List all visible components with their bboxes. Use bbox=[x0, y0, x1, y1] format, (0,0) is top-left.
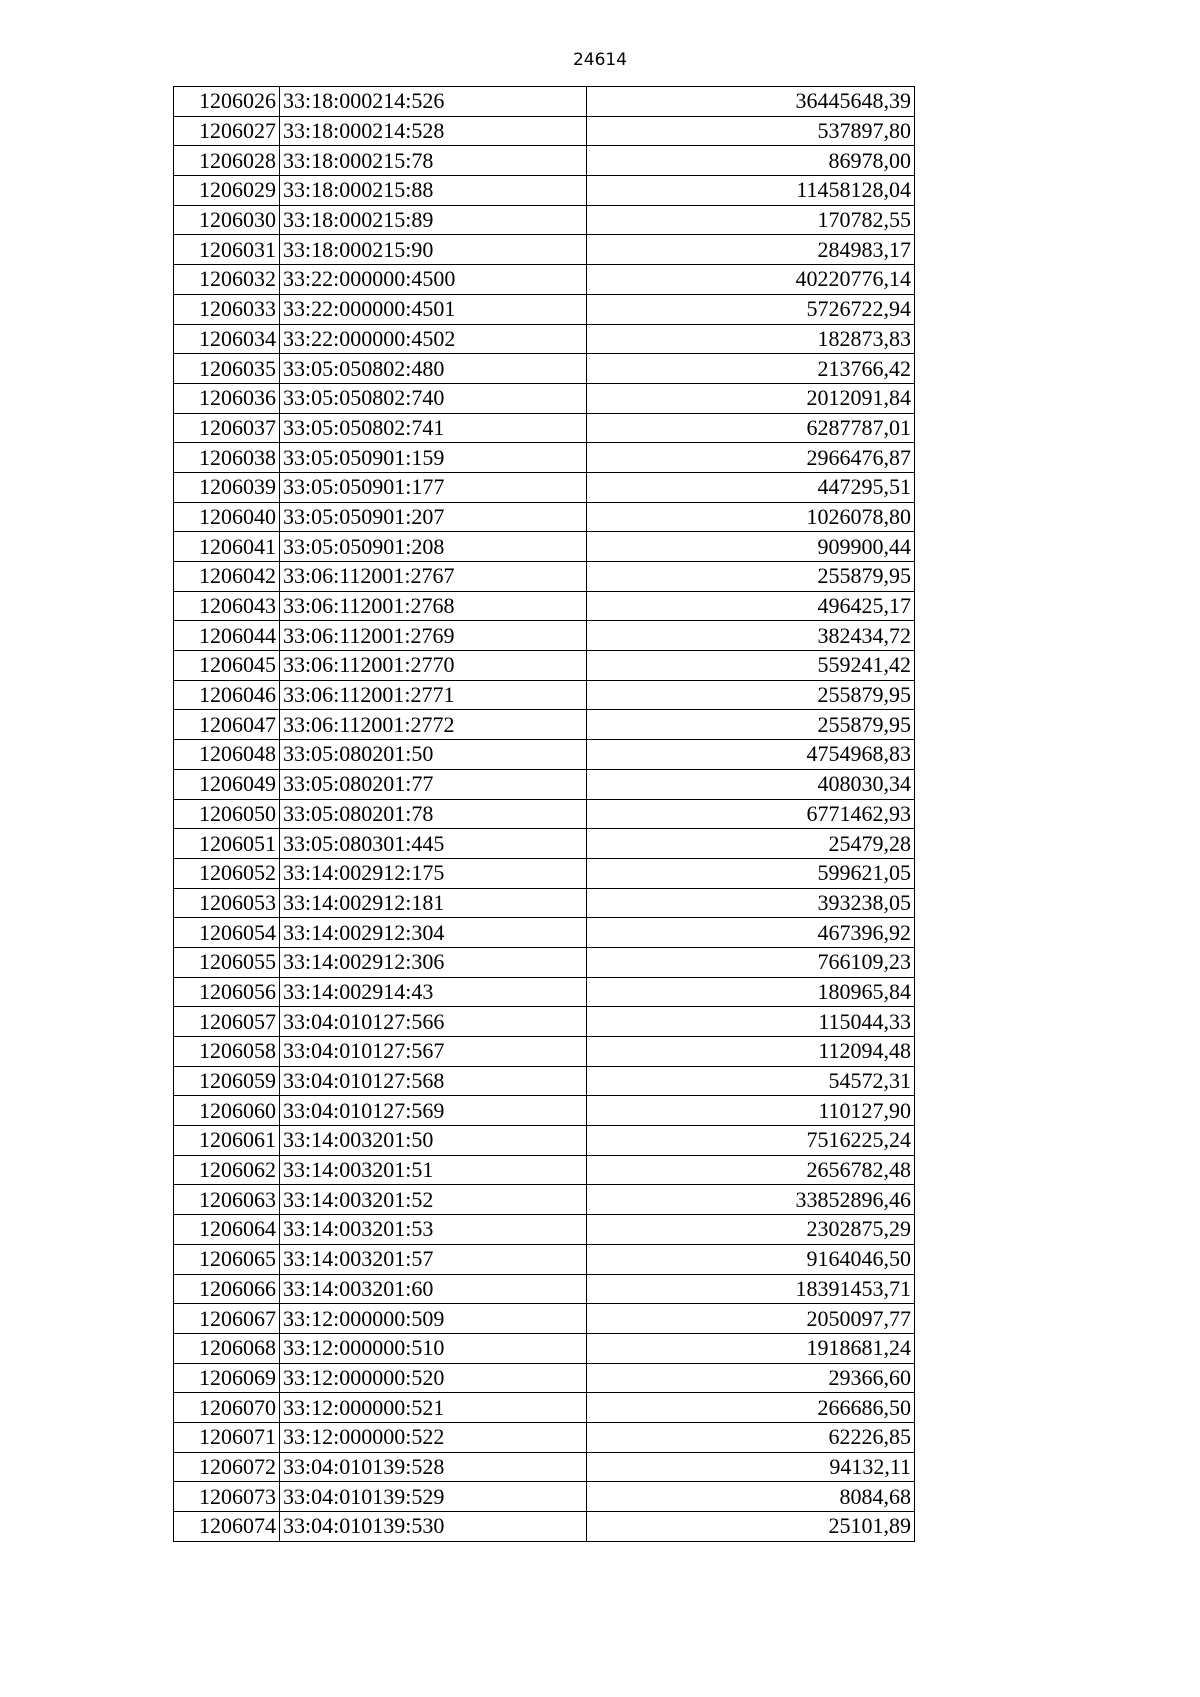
cadastral-number-cell: 33:06:112001:2770 bbox=[280, 651, 587, 681]
cadastral-value-cell: 5726722,94 bbox=[587, 294, 915, 324]
table-row bbox=[174, 858, 915, 888]
row-id-cell: 1206055 bbox=[174, 947, 280, 977]
cadastral-value-cell: 255879,95 bbox=[587, 562, 915, 592]
cadastral-number-cell: 33:05:080201:78 bbox=[280, 799, 587, 829]
row-id-cell: 1206073 bbox=[174, 1482, 280, 1512]
table-row bbox=[174, 621, 915, 651]
cadastral-number-cell: 33:14:002912:181 bbox=[280, 888, 587, 918]
cadastral-value-cell: 6287787,01 bbox=[587, 413, 915, 443]
cadastral-number-cell: 33:14:002914:43 bbox=[280, 977, 587, 1007]
cadastral-value-cell: 393238,05 bbox=[587, 888, 915, 918]
table-row bbox=[174, 1452, 915, 1482]
cadastral-value-cell: 1918681,24 bbox=[587, 1333, 915, 1363]
table-row bbox=[174, 1155, 915, 1185]
cadastral-value-cell: 25101,89 bbox=[587, 1512, 915, 1542]
row-id-cell: 1206049 bbox=[174, 769, 280, 799]
cadastral-number-cell: 33:05:080201:77 bbox=[280, 769, 587, 799]
row-id-cell: 1206042 bbox=[174, 562, 280, 592]
row-id-cell: 1206068 bbox=[174, 1333, 280, 1363]
table-row bbox=[174, 324, 915, 354]
row-id-cell: 1206070 bbox=[174, 1393, 280, 1423]
cadastral-value-cell: 1026078,80 bbox=[587, 502, 915, 532]
cadastral-number-cell: 33:05:050802:741 bbox=[280, 413, 587, 443]
cadastral-number-cell: 33:05:080201:50 bbox=[280, 740, 587, 770]
table-row bbox=[174, 918, 915, 948]
row-id-cell: 1206056 bbox=[174, 977, 280, 1007]
cadastral-number-cell: 33:05:050802:740 bbox=[280, 383, 587, 413]
cadastral-value-cell: 40220776,14 bbox=[587, 265, 915, 295]
cadastral-number-cell: 33:04:010139:529 bbox=[280, 1482, 587, 1512]
cadastral-value-cell: 2966476,87 bbox=[587, 443, 915, 473]
cadastral-number-cell: 33:18:000215:88 bbox=[280, 176, 587, 206]
cadastral-value-cell: 447295,51 bbox=[587, 472, 915, 502]
row-id-cell: 1206064 bbox=[174, 1215, 280, 1245]
cadastral-value-cell: 54572,31 bbox=[587, 1066, 915, 1096]
table-row bbox=[174, 116, 915, 146]
row-id-cell: 1206066 bbox=[174, 1274, 280, 1304]
row-id-cell: 1206034 bbox=[174, 324, 280, 354]
table-row bbox=[174, 1066, 915, 1096]
row-id-cell: 1206027 bbox=[174, 116, 280, 146]
table-row bbox=[174, 176, 915, 206]
cadastral-value-cell: 266686,50 bbox=[587, 1393, 915, 1423]
table-row bbox=[174, 591, 915, 621]
table-row bbox=[174, 235, 915, 265]
row-id-cell: 1206046 bbox=[174, 680, 280, 710]
cadastral-number-cell: 33:22:000000:4502 bbox=[280, 324, 587, 354]
cadastral-value-cell: 2050097,77 bbox=[587, 1304, 915, 1334]
table-row bbox=[174, 1422, 915, 1452]
cadastral-value-cell: 909900,44 bbox=[587, 532, 915, 562]
cadastral-number-cell: 33:14:003201:57 bbox=[280, 1244, 587, 1274]
row-id-cell: 1206063 bbox=[174, 1185, 280, 1215]
cadastral-number-cell: 33:05:050802:480 bbox=[280, 354, 587, 384]
cadastral-number-cell: 33:14:003201:50 bbox=[280, 1126, 587, 1156]
row-id-cell: 1206047 bbox=[174, 710, 280, 740]
table-row bbox=[174, 1304, 915, 1334]
row-id-cell: 1206069 bbox=[174, 1363, 280, 1393]
table-row bbox=[174, 651, 915, 681]
cadastral-number-cell: 33:14:003201:60 bbox=[280, 1274, 587, 1304]
row-id-cell: 1206050 bbox=[174, 799, 280, 829]
table-row bbox=[174, 532, 915, 562]
table-row bbox=[174, 680, 915, 710]
cadastral-number-cell: 33:18:000214:528 bbox=[280, 116, 587, 146]
table-row bbox=[174, 947, 915, 977]
row-id-cell: 1206040 bbox=[174, 502, 280, 532]
row-id-cell: 1206052 bbox=[174, 858, 280, 888]
table-row bbox=[174, 1007, 915, 1037]
row-id-cell: 1206059 bbox=[174, 1066, 280, 1096]
table-row bbox=[174, 502, 915, 532]
row-id-cell: 1206057 bbox=[174, 1007, 280, 1037]
cadastral-number-cell: 33:05:050901:177 bbox=[280, 472, 587, 502]
table-row bbox=[174, 710, 915, 740]
cadastral-number-cell: 33:14:002912:306 bbox=[280, 947, 587, 977]
cadastral-value-cell: 559241,42 bbox=[587, 651, 915, 681]
table-row bbox=[174, 472, 915, 502]
cadastral-value-cell: 2656782,48 bbox=[587, 1155, 915, 1185]
cadastral-number-cell: 33:14:003201:51 bbox=[280, 1155, 587, 1185]
row-id-cell: 1206058 bbox=[174, 1037, 280, 1067]
row-id-cell: 1206048 bbox=[174, 740, 280, 770]
cadastral-value-cell: 62226,85 bbox=[587, 1422, 915, 1452]
row-id-cell: 1206035 bbox=[174, 354, 280, 384]
cadastral-number-cell: 33:04:010127:567 bbox=[280, 1037, 587, 1067]
cadastral-number-cell: 33:06:112001:2771 bbox=[280, 680, 587, 710]
cadastral-number-cell: 33:05:050901:208 bbox=[280, 532, 587, 562]
row-id-cell: 1206062 bbox=[174, 1155, 280, 1185]
cadastral-number-cell: 33:05:080301:445 bbox=[280, 829, 587, 859]
table-body bbox=[174, 87, 915, 1542]
row-id-cell: 1206026 bbox=[174, 87, 280, 117]
cadastral-value-cell: 18391453,71 bbox=[587, 1274, 915, 1304]
row-id-cell: 1206072 bbox=[174, 1452, 280, 1482]
row-id-cell: 1206067 bbox=[174, 1304, 280, 1334]
row-id-cell: 1206033 bbox=[174, 294, 280, 324]
cadastral-value-cell: 7516225,24 bbox=[587, 1126, 915, 1156]
row-id-cell: 1206051 bbox=[174, 829, 280, 859]
cadastral-number-cell: 33:12:000000:520 bbox=[280, 1363, 587, 1393]
cadastral-value-cell: 4754968,83 bbox=[587, 740, 915, 770]
cadastral-number-cell: 33:22:000000:4500 bbox=[280, 265, 587, 295]
cadastral-number-cell: 33:04:010127:566 bbox=[280, 1007, 587, 1037]
row-id-cell: 1206037 bbox=[174, 413, 280, 443]
table-row bbox=[174, 383, 915, 413]
table-row bbox=[174, 1333, 915, 1363]
cadastral-number-cell: 33:18:000215:89 bbox=[280, 205, 587, 235]
cadastral-value-cell: 170782,55 bbox=[587, 205, 915, 235]
row-id-cell: 1206043 bbox=[174, 591, 280, 621]
table-row bbox=[174, 1215, 915, 1245]
cadastral-value-cell: 9164046,50 bbox=[587, 1244, 915, 1274]
row-id-cell: 1206053 bbox=[174, 888, 280, 918]
table-row bbox=[174, 1185, 915, 1215]
cadastral-value-cell: 94132,11 bbox=[587, 1452, 915, 1482]
table-row bbox=[174, 1363, 915, 1393]
table-row bbox=[174, 888, 915, 918]
cadastral-value-cell: 766109,23 bbox=[587, 947, 915, 977]
cadastral-number-cell: 33:04:010127:569 bbox=[280, 1096, 587, 1126]
row-id-cell: 1206061 bbox=[174, 1126, 280, 1156]
row-id-cell: 1206039 bbox=[174, 472, 280, 502]
table-row bbox=[174, 799, 915, 829]
cadastral-value-cell: 29366,60 bbox=[587, 1363, 915, 1393]
row-id-cell: 1206060 bbox=[174, 1096, 280, 1126]
cadastral-value-cell: 213766,42 bbox=[587, 354, 915, 384]
cadastral-number-cell: 33:12:000000:521 bbox=[280, 1393, 587, 1423]
row-id-cell: 1206065 bbox=[174, 1244, 280, 1274]
table-row bbox=[174, 1274, 915, 1304]
cadastral-number-cell: 33:04:010127:568 bbox=[280, 1066, 587, 1096]
cadastral-value-cell: 537897,80 bbox=[587, 116, 915, 146]
table-row bbox=[174, 354, 915, 384]
cadastral-number-cell: 33:06:112001:2772 bbox=[280, 710, 587, 740]
cadastral-value-cell: 255879,95 bbox=[587, 680, 915, 710]
table-row bbox=[174, 265, 915, 295]
table-row bbox=[174, 1126, 915, 1156]
cadastral-number-cell: 33:05:050901:159 bbox=[280, 443, 587, 473]
cadastral-value-cell: 115044,33 bbox=[587, 1007, 915, 1037]
cadastral-value-cell: 8084,68 bbox=[587, 1482, 915, 1512]
cadastral-number-cell: 33:04:010139:528 bbox=[280, 1452, 587, 1482]
row-id-cell: 1206028 bbox=[174, 146, 280, 176]
table-row bbox=[174, 740, 915, 770]
cadastral-number-cell: 33:14:003201:52 bbox=[280, 1185, 587, 1215]
table-row bbox=[174, 1393, 915, 1423]
row-id-cell: 1206041 bbox=[174, 532, 280, 562]
table-row bbox=[174, 829, 915, 859]
row-id-cell: 1206036 bbox=[174, 383, 280, 413]
cadastral-value-cell: 112094,48 bbox=[587, 1037, 915, 1067]
row-id-cell: 1206045 bbox=[174, 651, 280, 681]
row-id-cell: 1206030 bbox=[174, 205, 280, 235]
table-row bbox=[174, 562, 915, 592]
page-number: 24614 bbox=[572, 50, 628, 70]
cadastral-number-cell: 33:14:003201:53 bbox=[280, 1215, 587, 1245]
cadastral-number-cell: 33:22:000000:4501 bbox=[280, 294, 587, 324]
row-id-cell: 1206031 bbox=[174, 235, 280, 265]
cadastral-number-cell: 33:06:112001:2768 bbox=[280, 591, 587, 621]
table-row bbox=[174, 294, 915, 324]
cadastral-value-cell: 2012091,84 bbox=[587, 383, 915, 413]
cadastral-value-cell: 110127,90 bbox=[587, 1096, 915, 1126]
cadastral-number-cell: 33:18:000215:90 bbox=[280, 235, 587, 265]
cadastral-number-cell: 33:12:000000:509 bbox=[280, 1304, 587, 1334]
cadastral-value-cell: 2302875,29 bbox=[587, 1215, 915, 1245]
table-row bbox=[174, 443, 915, 473]
table-row bbox=[174, 413, 915, 443]
cadastral-number-cell: 33:14:002912:304 bbox=[280, 918, 587, 948]
cadastral-number-cell: 33:14:002912:175 bbox=[280, 858, 587, 888]
row-id-cell: 1206032 bbox=[174, 265, 280, 295]
cadastral-number-cell: 33:04:010139:530 bbox=[280, 1512, 587, 1542]
row-id-cell: 1206074 bbox=[174, 1512, 280, 1542]
cadastral-value-cell: 25479,28 bbox=[587, 829, 915, 859]
cadastral-value-cell: 467396,92 bbox=[587, 918, 915, 948]
cadastral-value-cell: 284983,17 bbox=[587, 235, 915, 265]
cadastral-value-cell: 182873,83 bbox=[587, 324, 915, 354]
row-id-cell: 1206071 bbox=[174, 1422, 280, 1452]
cadastral-value-cell: 255879,95 bbox=[587, 710, 915, 740]
table-row bbox=[174, 1482, 915, 1512]
table-row bbox=[174, 1037, 915, 1067]
row-id-cell: 1206038 bbox=[174, 443, 280, 473]
row-id-cell: 1206044 bbox=[174, 621, 280, 651]
cadastral-number-cell: 33:12:000000:522 bbox=[280, 1422, 587, 1452]
table-row bbox=[174, 769, 915, 799]
cadastral-value-cell: 496425,17 bbox=[587, 591, 915, 621]
table-row bbox=[174, 146, 915, 176]
table-row bbox=[174, 1244, 915, 1274]
cadastral-value-cell: 86978,00 bbox=[587, 146, 915, 176]
cadastral-value-cell: 33852896,46 bbox=[587, 1185, 915, 1215]
cadastral-number-cell: 33:18:000215:78 bbox=[280, 146, 587, 176]
cadastral-value-cell: 599621,05 bbox=[587, 858, 915, 888]
table-row bbox=[174, 1512, 915, 1542]
cadastral-value-cell: 180965,84 bbox=[587, 977, 915, 1007]
cadastral-value-cell: 382434,72 bbox=[587, 621, 915, 651]
cadastral-number-cell: 33:12:000000:510 bbox=[280, 1333, 587, 1363]
cadastral-number-cell: 33:18:000214:526 bbox=[280, 87, 587, 117]
cadastral-number-cell: 33:06:112001:2769 bbox=[280, 621, 587, 651]
table-row bbox=[174, 977, 915, 1007]
cadastral-value-cell: 408030,34 bbox=[587, 769, 915, 799]
table-row bbox=[174, 87, 915, 117]
cadastral-value-cell: 6771462,93 bbox=[587, 799, 915, 829]
cadastral-value-cell: 11458128,04 bbox=[587, 176, 915, 206]
cadastral-value-cell: 36445648,39 bbox=[587, 87, 915, 117]
table-row bbox=[174, 1096, 915, 1126]
row-id-cell: 1206029 bbox=[174, 176, 280, 206]
cadastral-number-cell: 33:06:112001:2767 bbox=[280, 562, 587, 592]
cadastral-value-table bbox=[173, 86, 915, 1542]
cadastral-number-cell: 33:05:050901:207 bbox=[280, 502, 587, 532]
row-id-cell: 1206054 bbox=[174, 918, 280, 948]
table-row bbox=[174, 205, 915, 235]
